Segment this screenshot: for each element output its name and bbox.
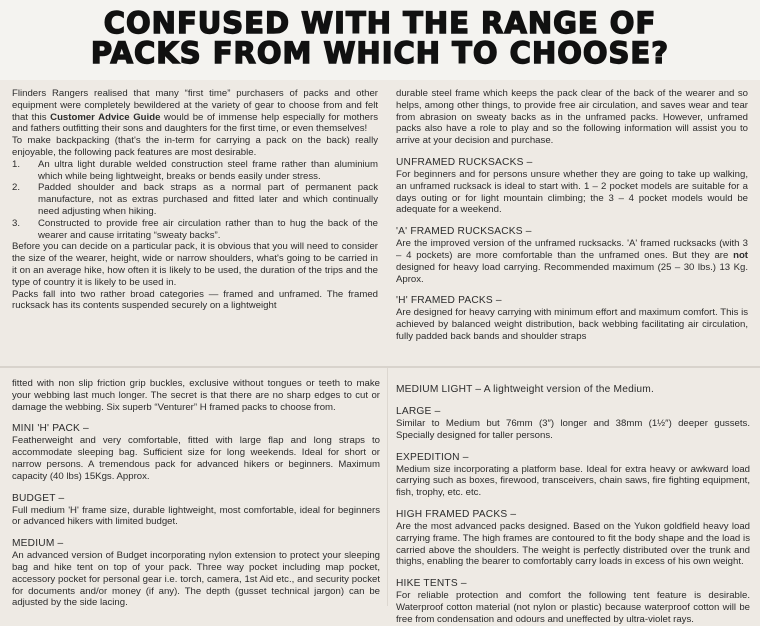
section-heading-medium: MEDIUM – <box>12 538 64 550</box>
guide-name: Customer Advice Guide <box>50 111 161 123</box>
continued-paragraph: fitted with non slip friction grip buckles, exclusive without tongues or teeth to make your webbing last much longer. The secret is that there are no sharp edges to cut or damage the webbing. Six superb “Venturer” H framed packs to choose from. <box>12 378 380 413</box>
a-framed-text: Are the improved version of the unframed rucksacks. 'A' framed rucksacks (with 3 – 4 pockets) are more comfortable than the unframed ones. But they are <box>396 238 748 261</box>
item-text: Constructed to provide free air circulation rather than to hug the back of the wearer and cause irritating “sweaty backs”. <box>38 217 378 241</box>
section-text-mini-h: Featherweight and very comfortable, fitted with large flap and long straps to accommodate sleeping bag. Sufficient size for long weekends. Ideal for short or narrow persons. A tremendous pack for advanced hikers or beginners. Maximum capacity (40 lbs) 15Kgs. Approx. <box>12 435 380 482</box>
item-number: 2. <box>12 182 21 194</box>
section-heading-unframed: UNFRAMED RUCKSACKS – <box>396 156 533 168</box>
section-text-medium: An advanced version of Budget incorporating nylon extension to protect your sleeping bag and hike tent on top of your pack. Three way pocket including map pocket, accessory pocket for personal gear i.e. torch, camera, 1st Aid etc., and security pocket for documents and/or money (if any). The depth (gusset technical jargon) can be adjusted by the side lacing. <box>12 550 380 609</box>
item-text: An ultra light durable welded construction steel frame rather than aluminium which while being lightweight, breaks or bends easily under stress. <box>38 158 378 182</box>
section-heading-hike-tents: HIKE TENTS – <box>396 578 467 590</box>
section-text-high-framed: Are the most advanced packs designed. Based on the Yukon goldfield heavy load carrying frame. The high frames are contoured to fit the body shape and the load is carried above the shoulders. The weight is perfectly distributed over the trunk and thighs, enabling the bearer to comfortably carry loads in excess of his own weight. <box>396 520 750 568</box>
column-top-right <box>396 88 748 343</box>
list-item <box>12 182 378 217</box>
section-text-unframed: For beginners and for persons unsure whether they are going to take up walking, an unframed rucksack is ideal to start with. 1 – 2 pocket models are suitable for a days outing or for light mountain climbing; the 3 – 4 pocket models would be adequate for a weekend. <box>396 168 748 216</box>
section-text-budget: Full medium 'H' frame size, durable lightweight, most comfortable, ideal for beginners or advanced hikers with limited budget. <box>12 504 380 528</box>
section-text-a-framed <box>396 238 748 285</box>
categories-paragraph: Packs fall into two rather broad categories — framed and unframed. The framed rucksack has its contents suspended securely on a lightweight <box>12 288 378 312</box>
title-line-1: CONFUSED WITH THE RANGE OF <box>103 6 657 40</box>
considerations-paragraph: Before you can decide on a particular pack, it is obvious that you will need to consider the size of the wearer, height, wide or narrow shoulders, what's going to be carried in it on an average hike, how often it is likely to be used, the duration of the trips and the type of country it is likely to be used in. <box>12 241 378 288</box>
continued-paragraph: durable steel frame which keeps the pack clear of the back of the wearer and so helps, among other things, to provide free air circulation, and saves wear and tear from abrasion on sweaty backs as in the unframed packs. However, unframed packs also have a role to play and so the following information will assist you to arrive at your decision and purchase. <box>396 88 748 147</box>
section-heading-a-framed: 'A' FRAMED RUCKSACKS – <box>396 226 532 238</box>
intro-text: Flinders Rangers realised that many “first time” purchasers of packs and other equipment were completely bewildered at the variety of gear to choose from and felt that this <box>12 88 378 123</box>
features-intro: To make backpacking (that's the in-term for carrying a pack on the back) really enjoyable, the following pack features are most desirable. <box>12 135 378 158</box>
section-text-large: Similar to Medium but 76mm (3″) longer and 38mm (1½″) deeper gussets. Specially designed for taller persons. <box>396 418 750 441</box>
column-divider <box>387 368 388 606</box>
section-heading-high-framed: HIGH FRAMED PACKS – <box>396 508 517 520</box>
column-bottom-left <box>12 378 380 609</box>
title-line-2: PACKS FROM WHICH TO CHOOSE? <box>90 36 670 70</box>
section-heading-mini-h: MINI 'H' PACK – <box>12 423 89 435</box>
headline-banner <box>0 0 760 80</box>
item-number: 3. <box>12 217 21 229</box>
intro-text-end: would be of immense help especially for mothers and fathers outfitting their sons and daughters for the first time, or even themselves! <box>12 111 378 135</box>
column-top-left <box>12 88 378 312</box>
section-heading-budget: BUDGET – <box>12 492 65 504</box>
section-text-expedition: Medium size incorporating a platform base. Ideal for extra heavy or awkward load carrying such as boxes, firewood, transceivers, chain saws, fire fighting equipment, fish, trophy, etc. etc. <box>396 463 750 499</box>
a-framed-text-end: designed for heavy load carrying. Recommended maximum (25 – 30 lbs.) 13 Kg. Aprox. <box>396 261 748 285</box>
intro-paragraph <box>12 88 378 135</box>
section-text-hike-tents: For reliable protection and comfort the following tent feature is desirable. Waterproof cotton material (not nylon or plastic) because waterproof cotton will be free from condensation and odours and uneffected by ultra-violet rays. <box>396 590 750 625</box>
feature-list <box>12 159 378 242</box>
page-title <box>0 0 760 68</box>
section-text-h-framed: Are designed for heavy carrying with minimum effort and maximum comfort. This is achieved by balanced weight distribution, back webbing facilitating air circulation, fully padded back bands and shoulder straps <box>396 307 748 342</box>
a-framed-emphasis: not <box>733 249 748 261</box>
section-heading-large: LARGE – <box>396 406 441 417</box>
section-heading-expedition: EXPEDITION – <box>396 451 469 463</box>
item-text: Padded shoulder and back straps as a normal part of permanent pack manufacture, not as extras purchased and fitted later and which continually need adjusting when hiking. <box>38 182 378 217</box>
item-number: 1. <box>12 158 21 170</box>
list-item <box>12 159 378 183</box>
section-heading-h-framed: 'H' FRAMED PACKS – <box>396 295 502 307</box>
column-bottom-right <box>396 384 750 626</box>
section-heading-medium-light: MEDIUM LIGHT – A lightweight version of the Medium. <box>396 384 655 395</box>
horizontal-divider <box>0 366 760 368</box>
list-item <box>12 218 378 242</box>
